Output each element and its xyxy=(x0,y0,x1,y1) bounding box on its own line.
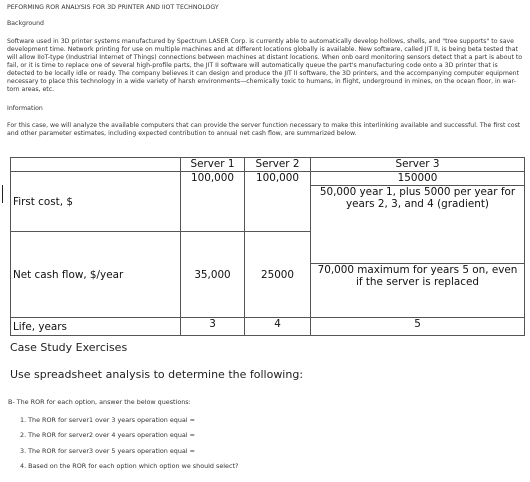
cell-life-s1: 3 xyxy=(181,318,245,336)
question-3: 3. The ROR for server3 over 5 years operation equal = xyxy=(20,447,195,455)
cell-first-cost-s2: 100,000 xyxy=(245,172,311,232)
table-row xyxy=(11,318,525,336)
text-cursor xyxy=(2,185,3,203)
cell-first-cost-s3: 150000 xyxy=(311,172,525,186)
row-label-life: Life, years xyxy=(11,318,181,336)
cell-net-cash-flow-s3-part2: 70,000 maximum for years 5 on, even if the server is replaced xyxy=(311,264,525,318)
row-label-first-cost: First cost, $ xyxy=(11,172,181,232)
cell-net-cash-flow-s3-part1: 50,000 year 1, plus 5000 per year for years 2, 3, and 4 (gradient) xyxy=(311,186,525,264)
case-study-subtitle: Use spreadsheet analysis to determine the following: xyxy=(10,368,304,381)
table-row xyxy=(11,172,525,186)
cell-life-s3: 5 xyxy=(311,318,525,336)
cell-first-cost-s1: 100,000 xyxy=(181,172,245,232)
information-paragraph: For this case, we will analyze the available computers that can provide the server function necessary to make this interlinking available and successful. The first cost and other parameter estimates, including expected contribution to annual net cash flow, are summarized below. xyxy=(7,122,521,137)
table-header-row xyxy=(11,158,525,172)
document-title: PEFORMING ROR ANALYSIS FOR 3D PRINTER AND IIOT TECHNOLOGY xyxy=(7,4,219,11)
server-comparison-table xyxy=(10,157,525,336)
question-1: 1. The ROR for server1 over 3 years operation equal = xyxy=(20,416,195,424)
background-paragraph: Software used in 3D printer systems manufactured by Spectrum LASER Corp. is currently able to automatically develop hollows, shells, and "tree supports" to save development time. Network printing for use on multiple machines and at different locations globally is available. New software, called JIT II, is being beta tested that will allow IIoT-type (Industrial Internet of Things) connections between machines at distant locations. When onb oard monitoring sensors detect that a part is about to fail, or it is time to replace one of several high-profile parts, the JIT II software will automatically queue the part's manufacturing code onto a 3D printer that is detected to be locally idle or ready. The company believes it can design and produce the JIT II software, the 3D printers, and the accompanying computer equipment necessary to place this technology in a wide variety of harsh environments—chemically toxic to humans, in flight, underground in mines, on the ocean floor, in war-torn areas, etc. xyxy=(7,38,523,93)
cell-life-s2: 4 xyxy=(245,318,311,336)
table-corner-cell xyxy=(11,158,181,172)
question-2: 2. The ROR for server2 over 4 years operation equal = xyxy=(20,431,195,439)
background-heading: Background xyxy=(7,20,44,27)
column-header-server-2: Server 2 xyxy=(245,158,311,172)
information-heading: Information xyxy=(7,105,43,112)
question-heading: B- The ROR for each option, answer the below questions: xyxy=(8,398,191,406)
cell-net-cash-flow-s1: 35,000 xyxy=(181,232,245,318)
cell-net-cash-flow-s2: 25000 xyxy=(245,232,311,318)
case-study-title: Case Study Exercises xyxy=(10,341,128,354)
column-header-server-3: Server 3 xyxy=(311,158,525,172)
row-label-net-cash-flow: Net cash flow, $/year xyxy=(11,232,181,318)
column-header-server-1: Server 1 xyxy=(181,158,245,172)
question-4: 4. Based on the ROR for each option which option we should select? xyxy=(20,462,239,470)
